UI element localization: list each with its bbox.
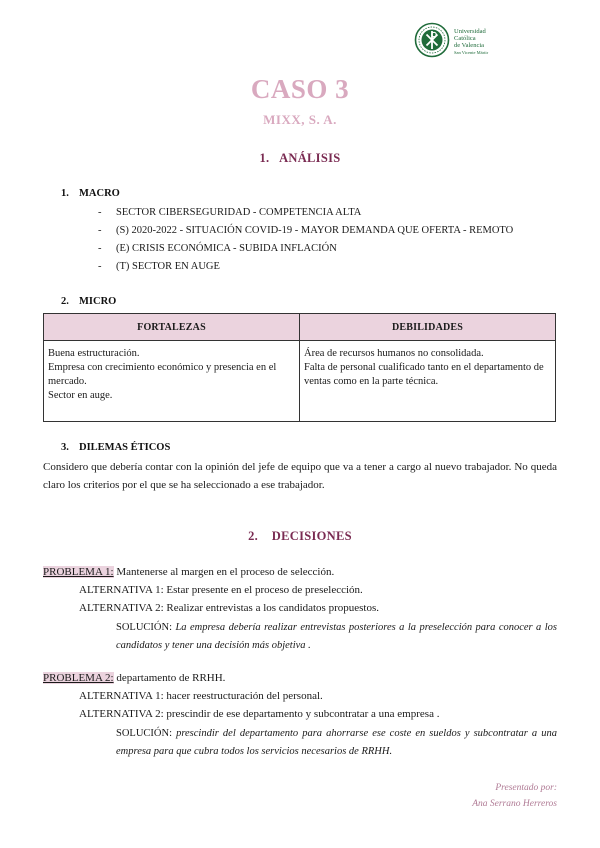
debilidades-header: DEBILIDADES	[300, 314, 556, 341]
problem-1-solution	[116, 619, 557, 655]
fortalezas-header: FORTALEZAS	[44, 314, 300, 341]
debilidad-item: Falta de personal cualificado tanto en el departamento de ventas como en la parte técnica.	[304, 362, 544, 387]
problem-text: departamento de RRHH.	[113, 672, 226, 684]
problem-2-solution	[116, 725, 557, 761]
macro-item-text: (T) SECTOR EN AUGE	[116, 261, 220, 272]
section-title: ANÁLISIS	[279, 151, 341, 165]
macro-item-text: (S) 2020-2022 - SITUACIÓN COVID-19 - MAYOR DEMANDA QUE OFERTA - REMOTO	[116, 225, 514, 236]
macro-item: - (S) 2020-2022 - SITUACIÓN COVID-19 - MAYOR DEMANDA QUE OFERTA - REMOTO	[98, 225, 514, 236]
dilemas-paragraph: Considero que debería contar con la opinión del jefe de equipo que va a tener a cargo al nuevo trabajador. No queda claro los criterios por el que se ha seleccionado a ese trabajador.	[43, 461, 557, 491]
fortalezas-cell	[44, 341, 300, 422]
problem-1	[43, 566, 334, 578]
logo-line-3: de Valencia	[454, 42, 485, 49]
signature-line-1: Presentado por:	[495, 783, 557, 793]
section-analisis-heading	[0, 151, 600, 166]
solution-text: prescindir del departamento para ahorrarse ese coste en sueldos y subcontratar a una empresa para que cubra todos los servicios necesarios de RRHH.	[116, 728, 557, 757]
problem-2	[43, 672, 225, 684]
problem-2-alternative-1: ALTERNATIVA 1: hacer reestructuración del personal.	[79, 690, 323, 702]
micro-heading	[61, 296, 116, 307]
table-header-row	[44, 314, 556, 341]
problem-text: Mantenerse al margen en el proceso de selección.	[113, 566, 335, 578]
logo-line-4: San Vicente Mártir	[454, 50, 489, 55]
macro-label: MACRO	[79, 188, 120, 199]
university-seal-icon	[414, 22, 450, 58]
macro-number: 1.	[61, 188, 69, 199]
section-number: 1.	[259, 151, 270, 165]
table-row	[44, 341, 556, 422]
micro-label: MICRO	[79, 296, 117, 307]
dilemas-heading	[61, 442, 170, 453]
debilidad-item: Área de recursos humanos no consolidada.	[304, 348, 484, 359]
document-title: CASO 3	[250, 74, 350, 104]
micro-number: 2.	[61, 296, 69, 307]
debilidades-cell	[300, 341, 556, 422]
problem-1-alternative-2: ALTERNATIVA 2: Realizar entrevistas a los candidatos propuestos.	[79, 602, 380, 614]
problem-label: PROBLEMA 1:	[43, 566, 114, 578]
section-title: DECISIONES	[271, 529, 352, 543]
fortaleza-item: Sector en auge.	[48, 390, 113, 401]
document-subtitle: MIXX, S. A.	[263, 112, 337, 127]
solution-text: La empresa debería realizar entrevistas posteriores a la preselección para conocer a los candidatos y tener una decisión más objetiva .	[116, 622, 557, 651]
macro-item: - (T) SECTOR EN AUGE	[98, 261, 220, 272]
logo-line-1: Universidad	[454, 28, 486, 35]
problem-2-alternative-2: ALTERNATIVA 2: prescindir de ese departamento y subcontratar a una empresa .	[79, 708, 440, 720]
dilemas-label: DILEMAS ÉTICOS	[79, 442, 171, 453]
problem-label: PROBLEMA 2:	[43, 672, 114, 684]
solution-label: SOLUCIÓN:	[116, 622, 176, 633]
macro-heading	[61, 188, 120, 199]
swot-table	[43, 313, 556, 422]
macro-item: - SECTOR CIBERSEGURIDAD - COMPETENCIA ALTA	[98, 207, 362, 218]
section-number: 2.	[248, 529, 259, 543]
macro-item: - (E) CRISIS ECONÓMICA - SUBIDA INFLACIÓN	[98, 243, 337, 254]
problem-1-alternative-1: ALTERNATIVA 1: Estar presente en el proceso de preselección.	[79, 584, 363, 596]
university-logo	[414, 22, 500, 62]
dilemas-number: 3.	[61, 442, 69, 453]
macro-item-text: (E) CRISIS ECONÓMICA - SUBIDA INFLACIÓN	[116, 243, 337, 254]
fortaleza-item: Buena estructuración.	[48, 348, 140, 359]
logo-line-2: Católica	[454, 35, 476, 42]
macro-item-text: SECTOR CIBERSEGURIDAD - COMPETENCIA ALTA	[116, 207, 362, 218]
solution-label: SOLUCIÓN:	[116, 728, 177, 739]
signature-line-2: Ana Serrano Herreros	[472, 799, 557, 809]
fortaleza-item: Empresa con crecimiento económico y presencia en el mercado.	[48, 362, 277, 387]
section-decisiones-heading	[0, 529, 600, 544]
